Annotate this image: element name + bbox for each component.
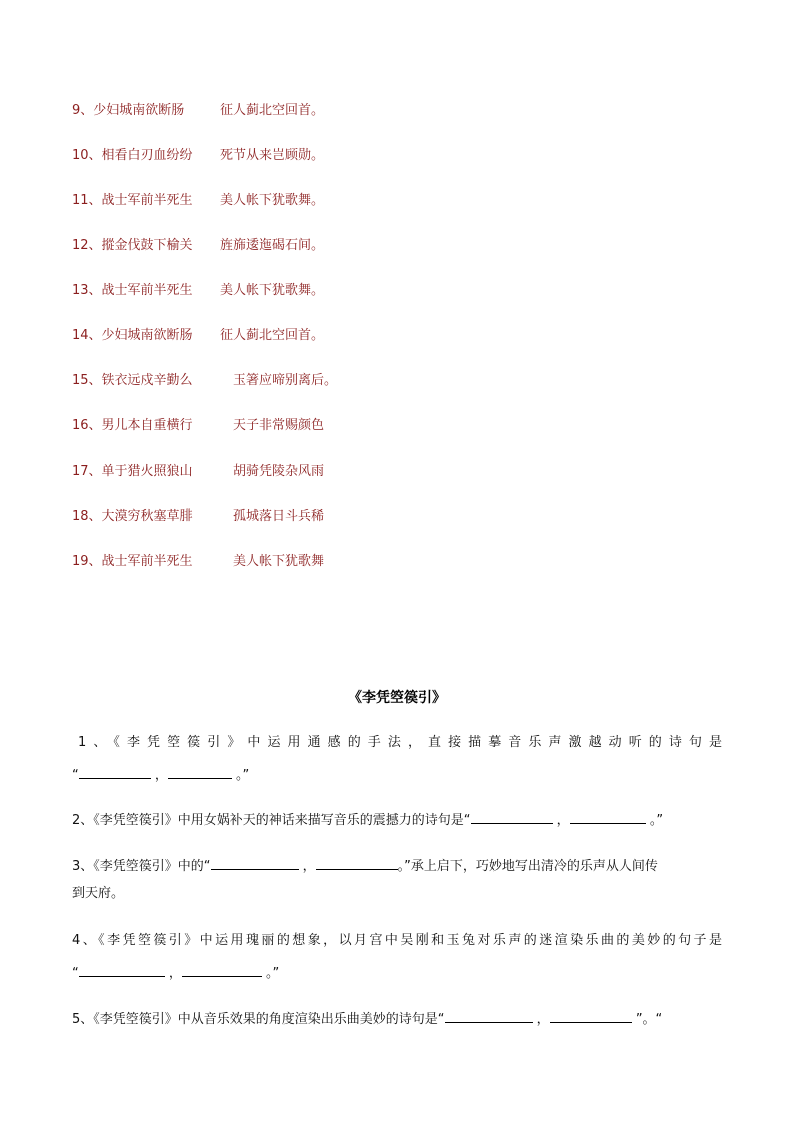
answer-number: 13、: [72, 283, 102, 298]
fill-blank[interactable]: [211, 856, 299, 870]
answer-number: 18、: [72, 509, 102, 524]
answer-number: 11、: [72, 193, 102, 208]
answer-number: 9、: [72, 103, 94, 118]
answer-second-half: 美人帐下犹歌舞。: [220, 193, 325, 208]
answer-first-half: 少妇城南欲断肠: [101, 328, 193, 343]
answer-second-half: 玉箸应啼别离后。: [233, 373, 338, 388]
answer-first-half: 摐金伐鼓下榆关: [101, 238, 193, 253]
answer-number: 15、: [72, 373, 102, 388]
answer-first-half: 战士军前半死生: [101, 554, 193, 569]
close-quote: 。”: [649, 813, 664, 828]
question-3-text-cont: 到天府。: [72, 886, 125, 901]
question-5: [72, 1009, 722, 1029]
comma: ，: [536, 1012, 550, 1027]
answer-line-17: [72, 463, 325, 481]
answer-first-half: 少妇城南欲断肠: [93, 103, 185, 118]
answer-number: 14、: [72, 328, 102, 343]
fill-blank[interactable]: [79, 765, 151, 779]
fill-blank[interactable]: [471, 810, 553, 824]
question-1-text: 1、《李凭箜篌引》中运用通感的手法，直接描摹音乐声激越动听的诗句是: [78, 735, 722, 750]
comma: ，: [556, 813, 570, 828]
answer-line-15: [72, 372, 338, 390]
question-4-text: 4、《李凭箜篌引》中运用瑰丽的想象，以月宫中吴刚和玉兔对乐声的迷渲染乐曲的美妙的句子是: [72, 933, 722, 948]
question-1-line-1: [78, 734, 722, 752]
question-2: [72, 810, 722, 830]
answer-second-half: 美人帐下犹歌舞。: [220, 283, 325, 298]
answer-first-half: 相看白刃血纷纷: [101, 148, 193, 163]
answer-number: 17、: [72, 464, 102, 479]
answer-number: 16、: [72, 418, 102, 433]
answer-line-19: [72, 553, 325, 571]
fill-blank[interactable]: [570, 810, 646, 824]
section-title: 《李凭箜篌引》: [348, 690, 446, 706]
fill-blank[interactable]: [182, 963, 262, 977]
close-quote: 。”: [266, 966, 280, 981]
answer-line-9: [72, 102, 325, 120]
fill-blank[interactable]: [168, 765, 232, 779]
answer-second-half: 征人蓟北空回首。: [220, 328, 325, 343]
fill-blank[interactable]: [445, 1009, 533, 1023]
question-3-text: 3、《李凭箜篌引》中的“: [72, 859, 211, 874]
answer-second-half: 胡骑凭陵杂风雨: [233, 464, 325, 479]
close-quote: ”。“: [635, 1012, 663, 1027]
answer-line-11: [72, 192, 325, 210]
question-1-line-2: [72, 765, 722, 785]
answer-first-half: 单于猎火照狼山: [101, 464, 193, 479]
question-3-line-2: [72, 885, 722, 903]
answer-second-half: 孤城落日斗兵稀: [233, 509, 325, 524]
comma: ，: [168, 966, 182, 981]
answer-second-half: 旌旆逶迤碣石间。: [220, 238, 325, 253]
answer-line-14: [72, 327, 325, 345]
answer-first-half: 战士军前半死生: [101, 283, 193, 298]
fill-blank[interactable]: [79, 963, 165, 977]
question-4-line-1: [72, 932, 722, 950]
fill-blank[interactable]: [316, 856, 398, 870]
question-3-rest: 。”承上启下，巧妙地写出清冷的乐声从人间传: [397, 859, 658, 874]
comma: ，: [154, 768, 168, 783]
question-3-line-1: [72, 856, 722, 876]
open-quote: “: [72, 966, 79, 981]
answer-second-half: 死节从来岂顾勋。: [220, 148, 325, 163]
answer-first-half: 铁衣远戍辛勤么: [101, 373, 193, 388]
answer-line-10: [72, 147, 325, 165]
answer-second-half: 征人蓟北空回首。: [220, 103, 325, 118]
answer-first-half: 男儿本自重横行: [101, 418, 193, 433]
answer-line-12: [72, 237, 325, 255]
answer-number: 19、: [72, 554, 102, 569]
answer-second-half: 天子非常赐颜色: [233, 418, 325, 433]
answer-line-16: [72, 417, 325, 435]
answer-line-18: [72, 508, 325, 526]
answer-line-13: [72, 282, 325, 300]
question-4-line-2: [72, 963, 722, 983]
answer-first-half: 大漠穷秋塞草腓: [101, 509, 193, 524]
close-quote: 。”: [236, 768, 250, 783]
question-5-text: 5、《李凭箜篌引》中从音乐效果的角度渲染出乐曲美妙的诗句是“: [72, 1012, 445, 1027]
open-quote: “: [72, 768, 79, 783]
fill-blank[interactable]: [550, 1009, 632, 1023]
answer-second-half: 美人帐下犹歌舞: [233, 554, 325, 569]
answer-number: 12、: [72, 238, 102, 253]
answer-number: 10、: [72, 148, 102, 163]
comma: ，: [302, 859, 316, 874]
answer-first-half: 战士军前半死生: [101, 193, 193, 208]
question-2-text: 2、《李凭箜篌引》中用女娲补天的神话来描写音乐的震撼力的诗句是“: [72, 813, 471, 828]
